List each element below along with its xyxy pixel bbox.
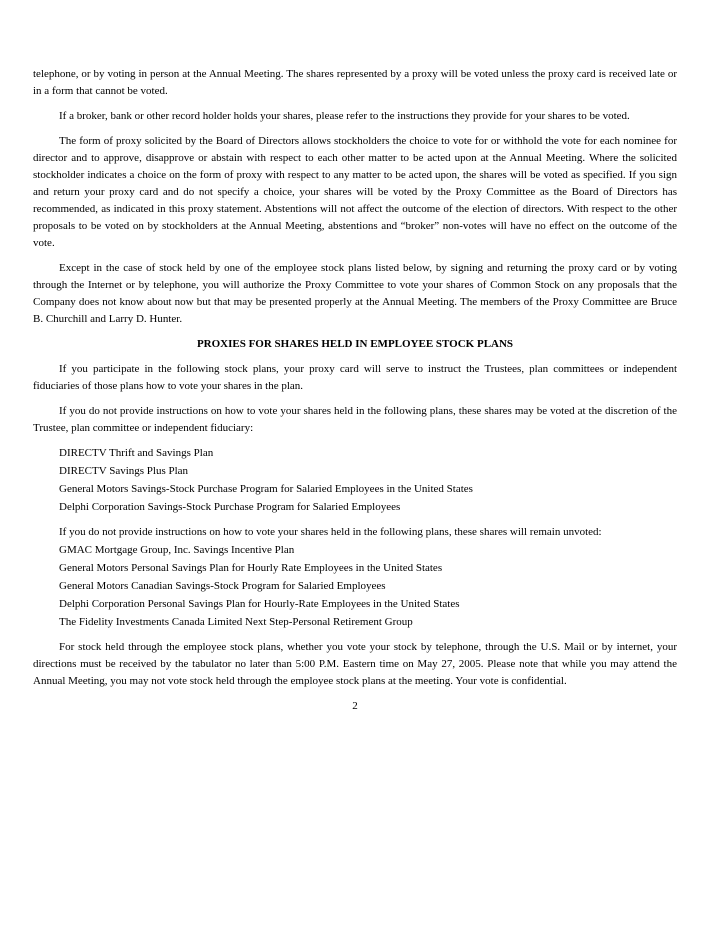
- section-heading: PROXIES FOR SHARES HELD IN EMPLOYEE STOCK PLANS: [196, 338, 514, 350]
- list-item: General Motors Canadian Savings-Stock Program for Salaried Employees: [59, 580, 386, 592]
- document-page: [33, 66, 677, 715]
- paragraph-proxy-voting: telephone, or by voting in person at the Annual Meeting. The shares represented by a proxy will be voted unless the proxy card is received late or in a form that cannot be voted.: [33, 68, 677, 97]
- list-item: The Fidelity Investments Canada Limited Next Step-Personal Retirement Group: [59, 616, 413, 628]
- list-item: Delphi Corporation Personal Savings Plan for Hourly-Rate Employees in the United States: [59, 598, 460, 610]
- voted-plans-list: [33, 445, 677, 516]
- list-item: Delphi Corporation Savings-Stock Purchase Program for Salaried Employees: [59, 501, 401, 513]
- list-item: DIRECTV Thrift and Savings Plan: [59, 447, 214, 459]
- paragraph-tabulator-deadline: For stock held through the employee stock plans, whether you vote your stock by telephone, through the U.S. Mail or by internet, your directions must be received by the tabulator no later than 5:00 P.M. Eastern time on May 27, 2005. Please note that while you may attend the Annual Meeting, you may not vote stock held through the employee stock plans at the meeting. Your vote is confidential.: [33, 641, 677, 687]
- paragraph-form-of-proxy: The form of proxy solicited by the Board of Directors allows stockholders the choice to vote for or withhold the vote for each nominee for director and to approve, disapprove or abstain with respect to each other matter to be acted upon at the Annual Meeting. Where the solicited stockholder indicates a choice on the form of proxy with respect to any matter to be acted upon, the shares will be voted as specified. If you sign and return your proxy card and do not specify a choice, your shares will be voted by the Proxy Committee as the Board of Directors has recommended, as indicated in this proxy statement. Abstentions will not affect the outcome of the election of directors. With respect to the other proposals to be voted on by stockholders at the Annual Meeting, abstentions and “broker” non-votes will have no effect on the outcome of the vote.: [33, 135, 677, 249]
- paragraph-unvoted-intro: If you do not provide instructions on how to vote your shares held in the following plans, these shares will remain unvoted:: [59, 526, 602, 538]
- paragraph-plan-participation: If you participate in the following stock plans, your proxy card will serve to instruct the Trustees, plan committees or independent fiduciaries of those plans how to vote your shares in the plan.: [33, 363, 677, 392]
- paragraph-discretion-intro: If you do not provide instructions on how to vote your shares held in the following plans, these shares may be voted at the discretion of the Trustee, plan committee or independent fiduciary:: [33, 405, 677, 434]
- list-item: GMAC Mortgage Group, Inc. Savings Incentive Plan: [59, 544, 295, 556]
- list-item: General Motors Savings-Stock Purchase Program for Salaried Employees in the United States: [59, 483, 473, 495]
- paragraph-proxy-committee: Except in the case of stock held by one of the employee stock plans listed below, by signing and returning the proxy card or by voting through the Internet or by telephone, you will authorize the Proxy Committee to vote your shares of Common Stock on any proposals that the Company does not know about now but that may be presented properly at the Annual Meeting. The members of the Proxy Committee are Bruce B. Churchill and Larry D. Hunter.: [33, 262, 677, 325]
- list-item: DIRECTV Savings Plus Plan: [59, 465, 189, 477]
- unvoted-plans-list: [33, 542, 677, 631]
- list-item: General Motors Personal Savings Plan for Hourly Rate Employees in the United States: [59, 562, 443, 574]
- page-number: 2: [352, 700, 358, 712]
- paragraph-broker: If a broker, bank or other record holder holds your shares, please refer to the instructions they provide for your shares to be voted.: [59, 110, 630, 122]
